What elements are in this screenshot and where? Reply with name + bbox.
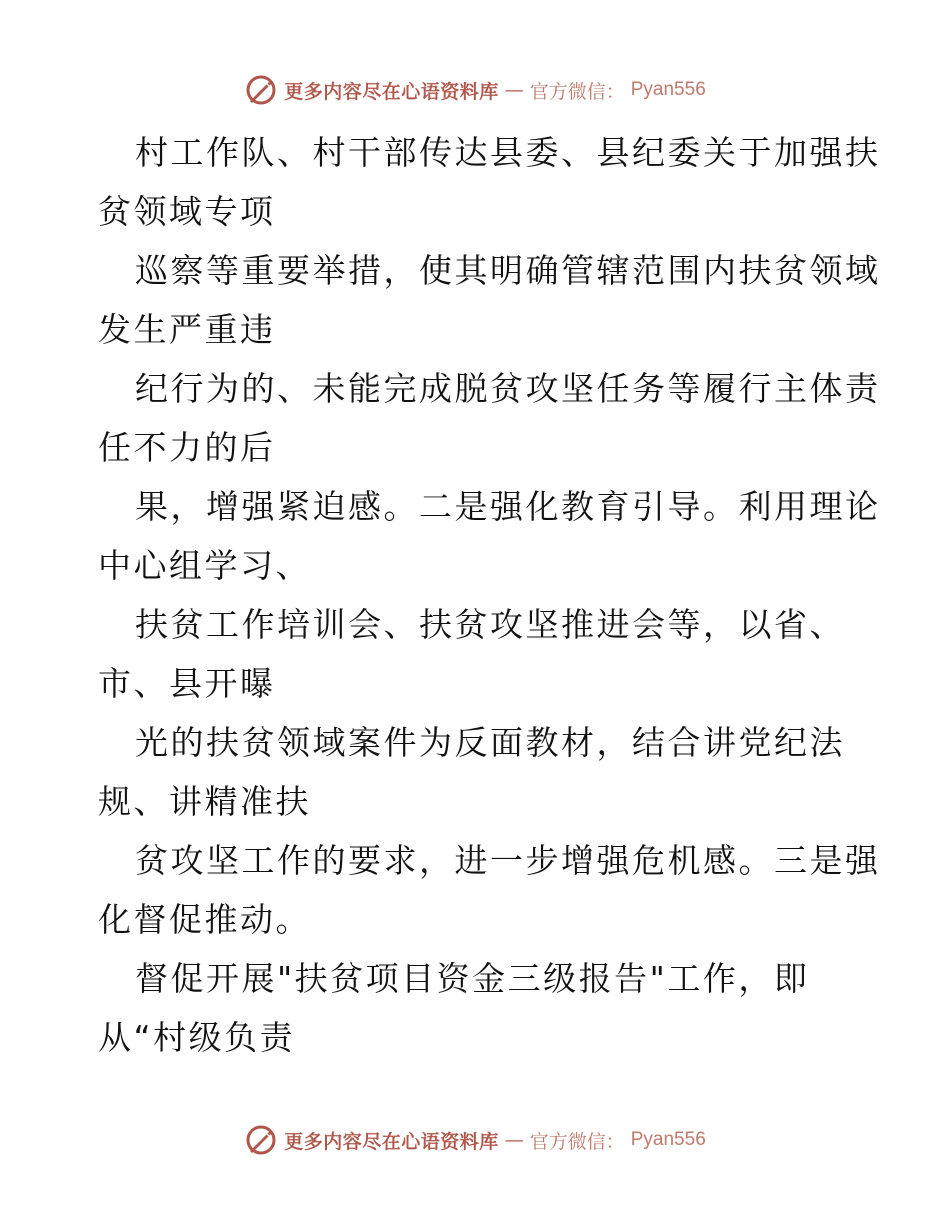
banner-wechat-label: 官方微信： — [529, 80, 625, 103]
doc-line: 纪行为的、未能完成脱贫攻坚任务等履行主体责 — [135, 369, 881, 408]
doc-line: 任不力的后 — [98, 428, 276, 467]
doc-line: 中心组学习、 — [98, 546, 311, 585]
footer-banner — [0, 1120, 950, 1160]
doc-line: 从“村级负责 — [98, 1018, 296, 1057]
doc-line: 督促开展"扶贫项目资金三级报告"工作，即 — [135, 959, 810, 998]
doc-line: 光的扶贫领域案件为反面教材，结合讲党纪法 — [135, 723, 845, 762]
banner-wechat-id: Pyan556 — [630, 1129, 706, 1150]
banner-wechat-id: Pyan556 — [630, 79, 706, 100]
banner-dash: — — [504, 1129, 524, 1151]
doc-line: 贫攻坚工作的要求，进一步增强危机感。三是强 — [135, 841, 881, 880]
doc-line: 村工作队、村干部传达县委、县纪委关于加强扶 — [135, 133, 881, 172]
doc-line: 贫领域专项 — [98, 192, 276, 231]
banner-wechat-label: 官方微信： — [529, 1130, 625, 1153]
doc-line: 市、县开曝 — [98, 664, 276, 703]
doc-line: 果，增强紧迫感。二是强化教育引导。利用理论 — [135, 487, 881, 526]
doc-line: 巡察等重要举措，使其明确管辖范围内扶贫领域 — [135, 251, 881, 290]
pen-circle-logo-icon — [244, 73, 278, 107]
banner-title: 更多内容尽在心语资料库 — [284, 1130, 499, 1153]
doc-line: 扶贫工作培训会、扶贫攻坚推进会等，以省、 — [135, 605, 845, 644]
header-banner — [0, 70, 950, 110]
document-body — [98, 123, 881, 1067]
banner-title: 更多内容尽在心语资料库 — [284, 80, 499, 103]
pen-circle-logo-icon — [244, 1123, 278, 1157]
doc-line: 化督促推动。 — [98, 900, 311, 939]
doc-line: 规、讲精准扶 — [98, 782, 311, 821]
banner-dash: — — [504, 79, 524, 101]
doc-line: 发生严重违 — [98, 310, 276, 349]
